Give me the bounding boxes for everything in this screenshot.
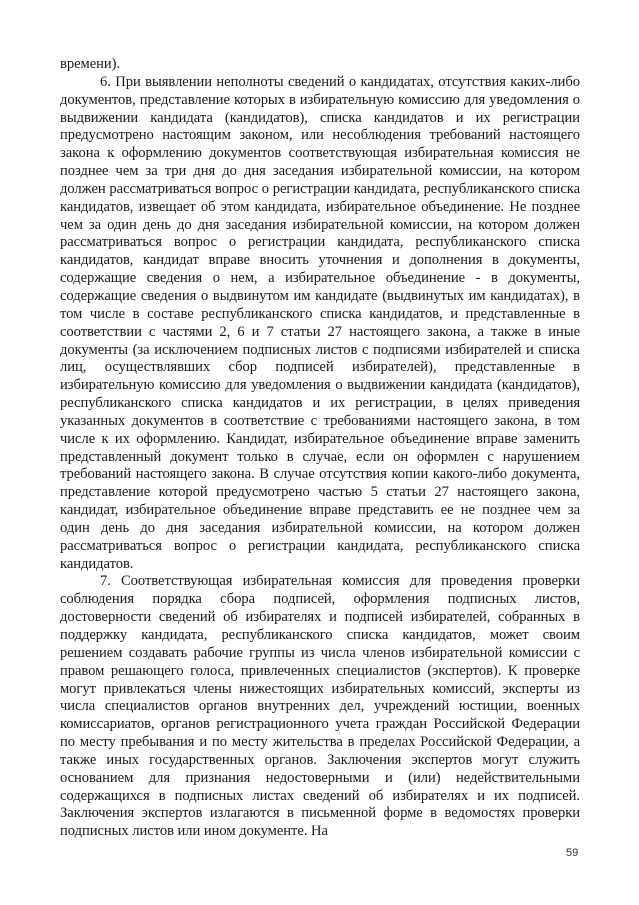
paragraph-continuation: времени). <box>60 56 121 72</box>
document-page <box>60 56 580 841</box>
paragraph-item-6: 6. При выявлении неполноты сведений о кандидатах, отсутствия каких-либо документов, представление которых в избирательную комиссию для уведомления о выдвижении кандидата (кандидатов), списка кандидатов и их регистрации предусмотрено настоящим законом, или несоблюдения требований настоящего закона к оформлению документов соответствующая избирательная комиссия не позднее чем за три дня до дня заседания избирательной комиссии, на котором должен рассматриваться вопрос о регистрации кандидата, республиканского списка кандидатов, извещает об этом кандидата, избирательное объединение. Не позднее чем за один день до дня заседания избирательной комиссии, на котором должен рассматриваться вопрос о регистрации кандидата, республиканского списка кандидатов, кандидат вправе вносить уточнения и дополнения в документы, содержащие сведения о нем, а избирательное объединение - в документы, содержащие сведения о выдвинутом им кандидате (выдвинутых им кандидатах), в том числе в составе республиканского списка кандидатов, и представленные в соответствии с частями 2, 6 и 7 статьи 27 настоящего закона, а также в иные документы (за исключением подписных листов с подписями избирателей и списка лиц, осуществлявших сбор подписей избирателей), представленные в избирательную комиссию для уведомления о выдвижении кандидата (кандидатов), республиканского списка кандидатов и их регистрации, в целях приведения указанных документов в соответствие с требованиями настоящего закона, в том числе к их оформлению. Кандидат, избирательное объединение вправе заменить представленный документ только в случае, если он оформлен с нарушением требований настоящего закона. В случае отсутствия копии какого-либо документа, представление которой предусмотрено частью 5 статьи 27 настоящего закона, кандидат, избирательное объединение вправе представить ее не позднее чем за один день до дня заседания избирательной комиссии, на котором должен рассматриваться вопрос о регистрации кандидата, республиканского списка кандидатов. <box>60 73 580 572</box>
page-number: 59 <box>566 847 579 859</box>
paragraph-item-7: 7. Соответствующая избирательная комиссия для проведения проверки соблюдения порядка сбора подписей, оформления подписных листов, достоверности сведений об избирателях и подписей избирателей, собранных в поддержку кандидата, республиканского списка кандидатов, может своим решением создавать рабочие группы из числа членов избирательной комиссии с правом решающего голоса, привлеченных специалистов (экспертов). К проверке могут привлекаться члены нижестоящих избирательных комиссий, эксперты из числа специалистов органов внутренних дел, учреждений юстиции, военных комиссариатов, органов регистрационного учета граждан Российской Федерации по месту пребывания и по месту жительства в пределах Российской Федерации, а также иных государственных органов. Заключения экспертов могут служить основанием для признания недостоверными и (или) недействительными содержащихся в подписных листах сведений об избирателях и их подписей. Заключения экспертов излагаются в письменной форме в ведомостях проверки подписных листов или ином документе. На <box>60 573 580 840</box>
